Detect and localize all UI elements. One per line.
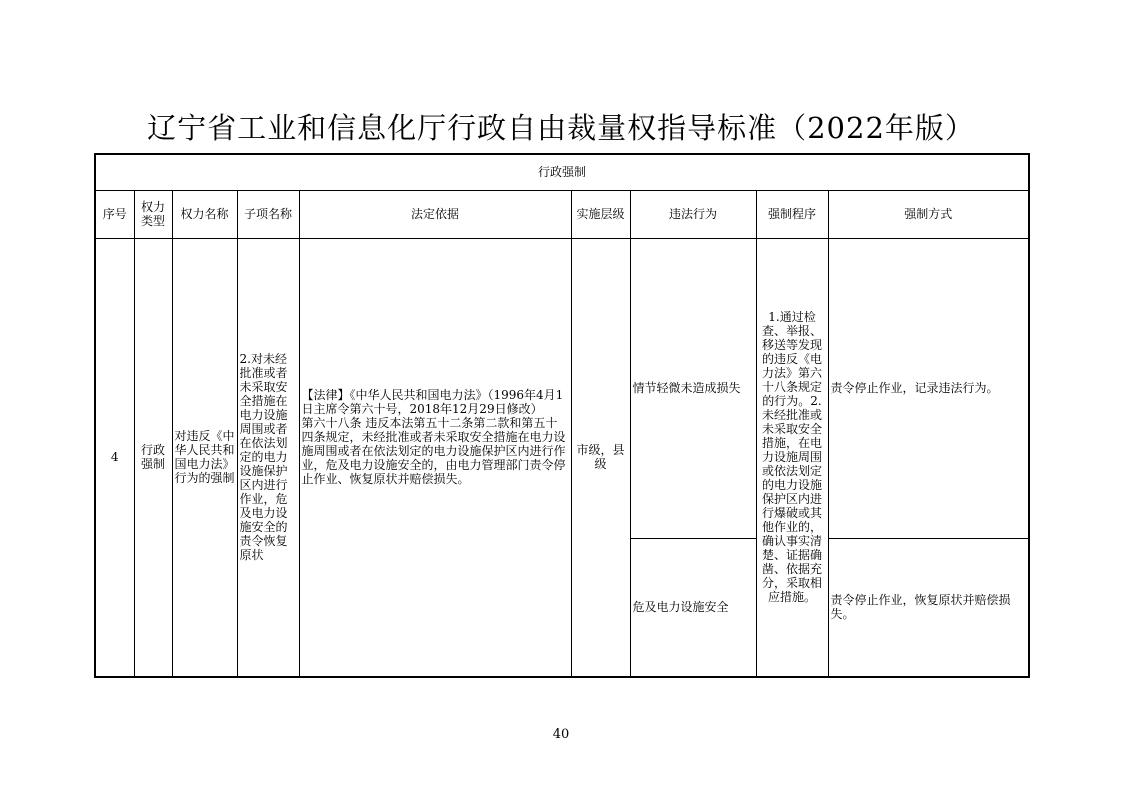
cell-seq: 4 [95,238,134,677]
cell-method-1: 责令停止作业，记录违法行为。 [828,238,1029,538]
section-header: 行政强制 [95,154,1029,190]
legal-basis-article: 第六十八条 违反本法第五十二条第二款和第五十四条规定，未经批准或者未采取安全措施在电力设施周围或者在依法划定的电力设施保护区内进行作业，危及电力设施安全的，由电力管理部门责令停止作业、恢复原状并赔偿损失。 [301,416,566,487]
header-legal-basis: 法定依据 [299,190,571,238]
header-power-type: 权力类型 [134,190,172,238]
cell-sub-item: 2.对未经批准或者未采取安全措施在电力设施周围或者在依法划定的电力设施保护区内进行作业，危及电力设施安全的责令恢复原状 [237,238,299,677]
header-method: 强制方式 [828,190,1029,238]
header-power-name: 权力名称 [172,190,237,238]
page-title: 辽宁省工业和信息化厅行政自由裁量权指导标准（2022年版） [147,111,975,145]
cell-method-2: 责令停止作业，恢复原状并赔偿损失。 [828,538,1029,677]
header-seq: 序号 [95,190,134,238]
cell-legal-basis [299,238,571,677]
cell-power-name: 对违反《中华人民共和国电力法》行为的强制 [172,238,237,677]
cell-violation-2: 危及电力设施安全 [630,538,756,677]
header-procedure: 强制程序 [756,190,828,238]
header-sub-item: 子项名称 [237,190,299,238]
cell-procedure: 1.通过检查、举报、移送等发现的违反《电力法》第六十八条规定的行为。2.未经批准或未采取安全措施，在电力设施周围或依法划定的电力设施保护区内进行爆破或其他作业的，确认事实清楚、证据确凿、依据充分，采取相应措施。 [756,238,828,677]
header-violation: 违法行为 [630,190,756,238]
cell-level: 市级，县级 [571,238,630,677]
discretion-standard-table [94,153,1030,678]
legal-basis-law: 【法律】《中华人民共和国电力法》（1996年4月1日主席令第六十号，2018年12月29日修改） [301,388,564,417]
cell-violation-1: 情节轻微未造成损失 [630,238,756,538]
header-level: 实施层级 [571,190,630,238]
page-number: 40 [552,727,570,742]
cell-power-type: 行政强制 [134,238,172,677]
